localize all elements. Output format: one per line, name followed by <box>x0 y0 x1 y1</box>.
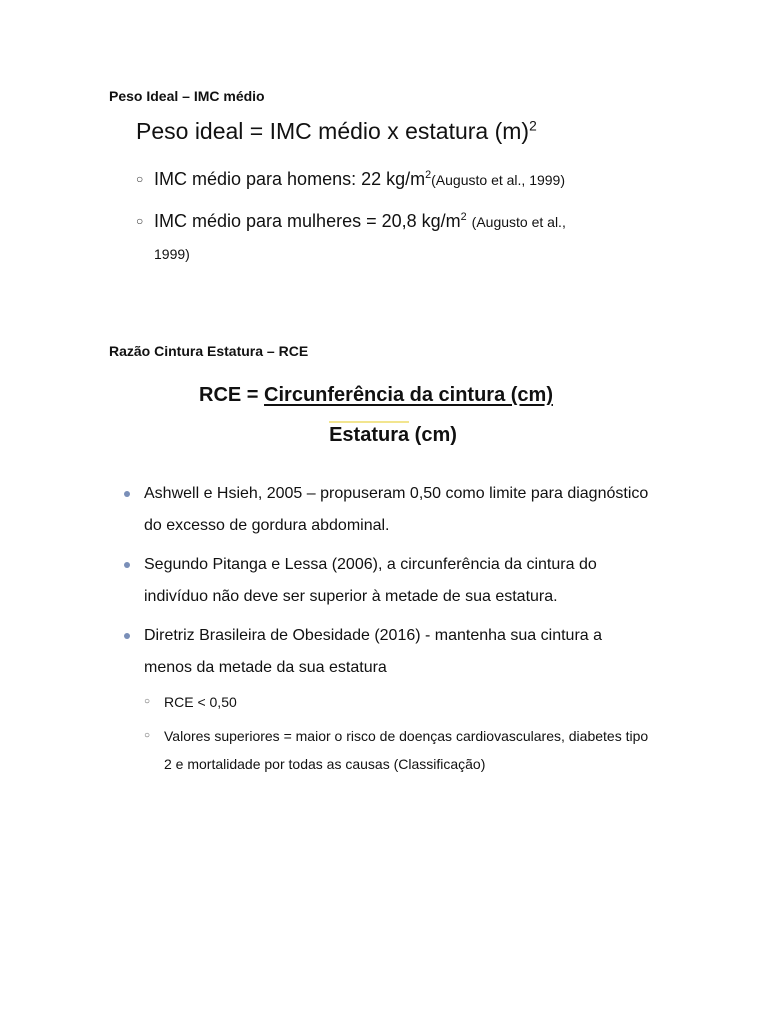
hollow-circle-bullet-icon: ○ <box>136 172 144 186</box>
rce-list <box>122 478 652 785</box>
imc-men-reference: (Augusto et al., 1999) <box>431 172 566 188</box>
hollow-circle-bullet-icon: ○ <box>144 696 151 707</box>
formula-text: Peso ideal = IMC médio x estatura (m) <box>136 118 530 144</box>
imc-list <box>136 163 656 270</box>
rce-numerator-text: Circunferência da cintura (cm) <box>264 384 553 406</box>
rce-sub-bullet-text: Valores superiores = maior o risco de doenças cardiovasculares, diabetes tipo 2 e mortalidade por todas as causas (Classificação) <box>164 728 649 772</box>
list-item <box>144 688 652 716</box>
dot-bullet-icon <box>124 562 130 568</box>
list-item <box>122 478 652 542</box>
rce-formula-numerator <box>0 384 760 407</box>
dot-bullet-icon <box>124 491 130 497</box>
rce-sub-list <box>144 688 652 778</box>
rce-bullet-text: Ashwell e Hsieh, 2005 – propuseram 0,50 como limite para diagnóstico do excesso de gordura abdominal. <box>144 485 649 534</box>
rce-denominator-unit: (cm) <box>409 424 457 446</box>
list-item <box>144 722 652 778</box>
list-item <box>122 620 652 778</box>
list-item <box>122 549 652 613</box>
imc-men-text: IMC médio para homens: 22 kg/m <box>154 169 426 189</box>
list-item <box>136 163 656 196</box>
rce-bullet-text: Segundo Pitanga e Lessa (2006), a circunferência da cintura do indivíduo não deve ser superior à metade de sua estatura. <box>144 556 597 605</box>
dot-bullet-icon <box>124 633 130 639</box>
imc-women-reference-cont: 1999) <box>154 246 190 262</box>
imc-men-superscript: 2 <box>425 169 432 181</box>
hollow-circle-bullet-icon: ○ <box>136 214 144 228</box>
rce-sub-bullet-text: RCE < 0,50 <box>164 694 237 710</box>
rce-denominator-word: Estatura <box>329 421 409 446</box>
rce-formula-denominator <box>9 424 768 447</box>
rce-formula-prefix: RCE = <box>199 384 265 406</box>
rce-bullet-text: Diretriz Brasileira de Obesidade (2016) - mantenha sua cintura a menos da metade da sua estatura <box>144 627 603 676</box>
imc-women-reference: (Augusto et al., <box>471 214 566 230</box>
hollow-circle-bullet-icon: ○ <box>144 730 151 741</box>
imc-women-text: IMC médio para mulheres = 20,8 kg/m <box>154 211 461 231</box>
list-item <box>136 205 656 270</box>
section-heading-peso-ideal: Peso Ideal – IMC médio <box>109 88 265 104</box>
section-heading-rce: Razão Cintura Estatura – RCE <box>109 343 309 359</box>
formula-superscript: 2 <box>529 118 537 134</box>
imc-women-superscript: 2 <box>460 211 467 223</box>
peso-ideal-formula <box>136 118 537 145</box>
